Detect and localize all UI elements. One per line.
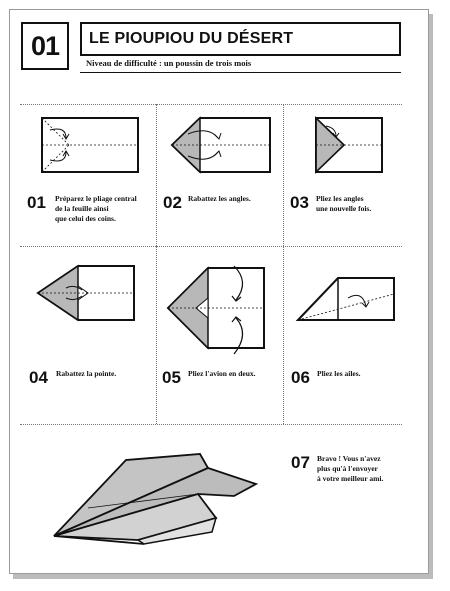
step-06-number: 06: [291, 368, 310, 387]
step-02-text: Rabattez les angles.: [188, 194, 251, 203]
step-05-text: Pliez l'avion en deux.: [188, 369, 256, 378]
title-underline: [80, 72, 401, 73]
grid-divider: [20, 104, 402, 105]
step-04-diagram: [34, 262, 140, 326]
model-number-box: 01: [21, 22, 69, 70]
step-06-diagram: [294, 272, 398, 328]
step-05-diagram: [164, 262, 268, 356]
step-01-number: 01: [27, 193, 46, 212]
step-01-text: Préparez le pliage central de la feuille ainsi que celui des coins.: [55, 194, 137, 223]
step-03-number: 03: [290, 193, 309, 212]
grid-divider: [20, 424, 402, 425]
step-04-number: 04: [29, 368, 48, 387]
step-06-text: Pliez les ailes.: [317, 369, 361, 378]
step-04-text: Rabattez la pointe.: [56, 369, 117, 378]
step-07-text: Bravo ! Vous n'avez plus qu'à l'envoyer à votre meilleur ami.: [317, 454, 384, 483]
step-07-number: 07: [291, 453, 310, 472]
step-01-diagram: [36, 112, 146, 178]
step-03-text: Pliez les angles une nouvelle fois.: [316, 194, 372, 213]
finished-plane-illustration: [48, 446, 262, 550]
step-05-number: 05: [162, 368, 181, 387]
difficulty-subtitle: Niveau de difficulté : un poussin de trois mois: [86, 58, 252, 68]
grid-divider: [20, 246, 402, 247]
grid-divider: [283, 104, 284, 246]
grid-divider: [156, 246, 157, 424]
page-title: LE PIOUPIOU DU DÉSERT: [80, 22, 401, 56]
step-02-diagram: [166, 112, 276, 178]
grid-divider: [156, 104, 157, 246]
step-02-number: 02: [163, 193, 182, 212]
step-03-diagram: [312, 112, 388, 178]
grid-divider: [283, 246, 284, 424]
